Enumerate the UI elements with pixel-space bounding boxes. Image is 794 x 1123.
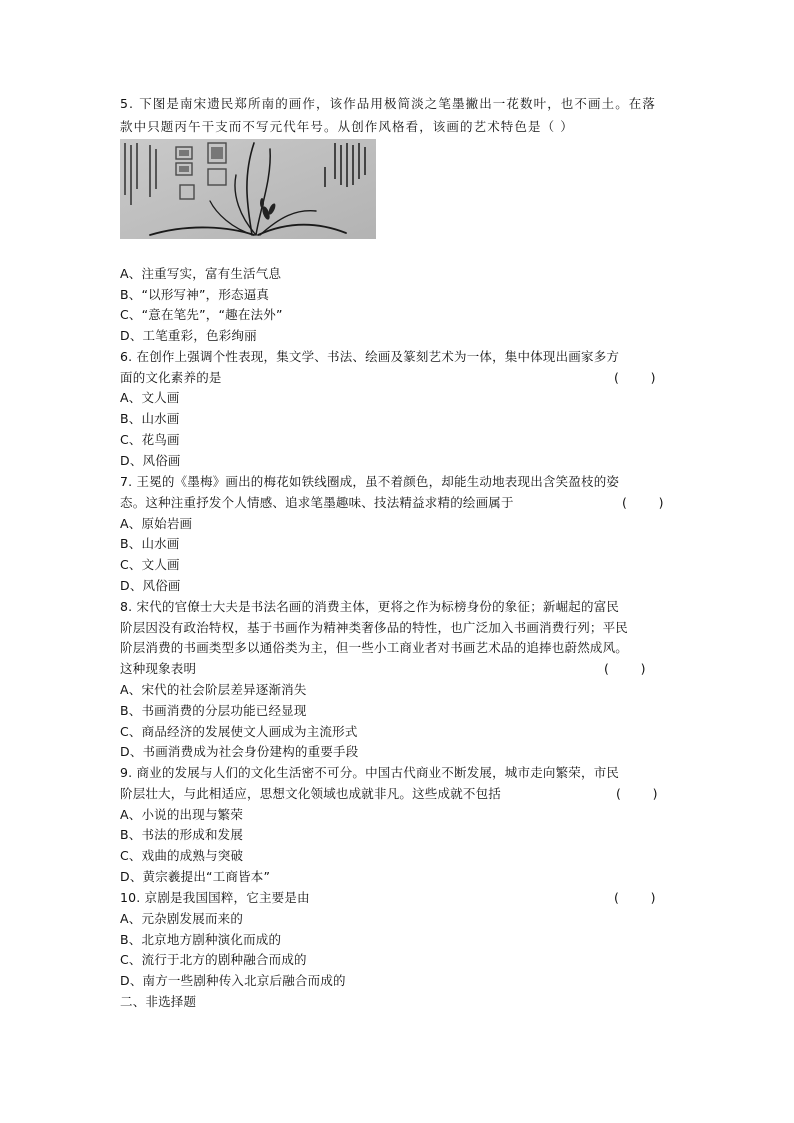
q9-option-c: C、戏曲的成熟与突破 <box>120 848 244 863</box>
q6-answer-blank: ( ) <box>614 370 656 385</box>
q10-option-c: C、流行于北方的剧种融合而成的 <box>120 952 307 967</box>
q10-stem: 10. 京剧是我国国粹，它主要是由 <box>120 890 310 905</box>
q6-option-b: B、山水画 <box>120 411 180 426</box>
q8-option-d: D、书画消费成为社会身份建构的重要手段 <box>120 744 359 759</box>
q8-stem-line-1: 8. 宋代的官僚士大夫是书法名画的消费主体，更将之作为标榜身份的象征；新崛起的富民 <box>120 599 620 614</box>
q7-stem-line-2: 态。这种注重抒发个人情感、追求笔墨趣味、技法精益求精的绘画属于 <box>120 495 514 510</box>
section-2-heading: 二、非选择题 <box>120 994 197 1009</box>
q8-option-a: A、宋代的社会阶层差异逐渐消失 <box>120 682 307 697</box>
q10-answer-blank: ( ) <box>614 890 656 905</box>
q10-option-b: B、北京地方剧种演化而成的 <box>120 932 282 947</box>
q5-option-b: B、“以形写神”，形态逼真 <box>120 287 270 302</box>
q7-option-d: D、风俗画 <box>120 578 181 593</box>
q7-option-b: B、山水画 <box>120 536 180 551</box>
q8-answer-blank: ( ) <box>604 661 646 676</box>
q6-stem-line-1: 6. 在创作上强调个性表现，集文学、书法、绘画及篆刻艺术为一体，集中体现出画家多方 <box>120 349 620 364</box>
q9-option-d: D、黄宗羲提出“工商皆本” <box>120 869 271 884</box>
q7-option-c: C、文人画 <box>120 557 180 572</box>
q5-option-d: D、工笔重彩，色彩绚丽 <box>120 328 257 343</box>
q6-option-d: D、风俗画 <box>120 453 181 468</box>
q5-option-a: A、注重写实，富有生活气息 <box>120 266 282 281</box>
ink-orchid-painting-icon <box>120 139 376 239</box>
q9-stem-line-2: 阶层壮大，与此相适应，思想文化领域也成就非凡。这些成就不包括 <box>120 786 502 801</box>
q6-option-a: A、文人画 <box>120 390 180 405</box>
q8-option-b: B、书画消费的分层功能已经显现 <box>120 703 307 718</box>
q8-stem-line-3: 阶层消费的书画类型多以通俗类为主，但一些小工商业者对书画艺术品的追捧也蔚然成风。 <box>120 640 629 655</box>
q5-stem-line-1: 5. 下图是南宋遗民郑所南的画作，该作品用极简淡之笔墨撇出一花数叶，也不画土。在落 <box>120 96 657 111</box>
q8-stem-line-2: 阶层因没有政治特权，基于书画作为精神类奢侈品的特性，也广泛加入书画消费行列；平民 <box>120 620 629 635</box>
q8-option-c: C、商品经济的发展使文人画成为主流形式 <box>120 724 358 739</box>
q7-option-a: A、原始岩画 <box>120 516 193 531</box>
q9-stem-line-1: 9. 商业的发展与人们的文化生活密不可分。中国古代商业不断发展，城市走向繁荣，市民 <box>120 765 620 780</box>
q6-option-c: C、花鸟画 <box>120 432 180 447</box>
q9-answer-blank: ( ) <box>616 786 658 801</box>
q5-option-c: C、“意在笔先”，“趣在法外” <box>120 307 283 322</box>
q7-stem-line-1: 7. 王冕的《墨梅》画出的梅花如铁线圈成，虽不着颜色，却能生动地表现出含笑盈枝的姿 <box>120 474 620 489</box>
q9-option-b: B、书法的形成和发展 <box>120 827 244 842</box>
q5-stem-line-2: 款中只题丙午干支而不写元代年号。从创作风格看，该画的艺术特色是（ ） <box>120 119 574 134</box>
q6-stem-line-2: 面的文化素养的是 <box>120 370 222 385</box>
q8-stem-line-4: 这种现象表明 <box>120 661 197 676</box>
q7-answer-blank: ( ) <box>622 495 664 510</box>
q9-option-a: A、小说的出现与繁荣 <box>120 807 244 822</box>
q10-option-a: A、元杂剧发展而来的 <box>120 911 244 926</box>
q10-option-d: D、南方一些剧种传入北京后融合而成的 <box>120 973 346 988</box>
